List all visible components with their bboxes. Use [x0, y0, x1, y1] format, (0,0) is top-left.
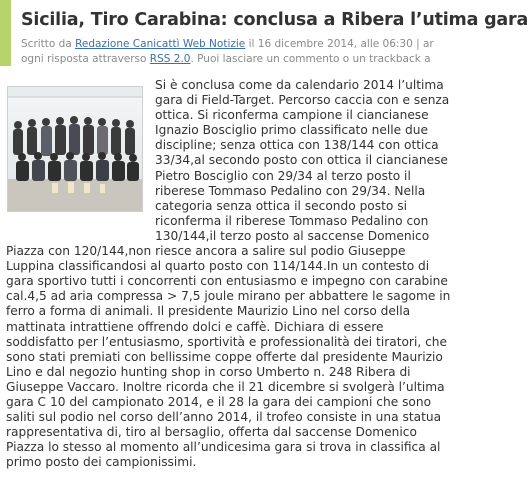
meta-line2-suffix: . Puoi lasciare un commento o un trackback a — [190, 53, 431, 65]
rss-link[interactable]: RSS 2.0 — [149, 53, 191, 65]
meta-date: il 16 dicembre 2014, alle 06:30 | ar — [245, 38, 434, 50]
article-title[interactable]: Sicilia, Tiro Carabina: conclusa a Ribera l’utima gara — [21, 10, 528, 30]
article-meta — [21, 37, 461, 67]
meta-line-2 — [21, 52, 461, 67]
meta-line2-prefix: ogni risposta attraverso — [21, 53, 150, 65]
photo-float-spacer — [6, 78, 155, 234]
meta-line-1 — [21, 37, 461, 52]
article-body-text: Si è conclusa come da calendario 2014 l’ultima gara di Field-Target. Percorso caccia con e senza ottica. Si riconferma campione il ciancianese Ignazio Bosciglio primo classificato nelle due discipline; senza ottica con 138/144 con ottica 33/34,al secondo posto con ottica il ciancianese Pietro Bosciglio con 29/34 al terzo posto il riberese Tommaso Pedalino con 29/34. Nella categoria senza ottica il secondo posto si riconferma il riberese Tommaso Pedalino con 130/144,il terzo posto al saccense Domenico Piazza con 120/144,non riesce ancora a salire sul podio Giuseppe Luppina classificandosi al quarto posto con 114/144.In un contesto di gara sportivo tutti i concorrenti con entusiasmo e impegno con carabine cal.4,5 ad aria compressa > 7,5 joule mirano per abbattere le sagome in ferro a forma di animali. Il presidente Maurizio Lino nel corso della mattinata intrattiene offrendo dolci e caffè. Dichiara di essere soddisfatto per l’entusiasmo, sportività e professionalità dei tiratori, che sono stati premiati con bellissime coppe offerte dal presidente Maurizio Lino e dal negozio hunting shop in corso Umberto n. 248 Ribera di Giuseppe Vaccaro. Inoltre ricorda che il 21 dicembre si svolgerà l’ultima gara C 10 del campionato 2014, e il 28 la gara dei campioni che sono saliti sul podio nel corso dell’anno 2014, il trofeo consiste in una statua rappresentativa di, tiro al bersaglio, offerta dal saccense Domenico Piazza lo stesso al momento all’undicesima gara si trova in classifica al primo posto dei campionissimi. — [6, 78, 451, 470]
article-body — [6, 78, 454, 470]
meta-prefix: Scritto da — [21, 38, 76, 50]
title-accent-bar — [0, 0, 11, 66]
author-link[interactable]: Redazione Canicattì Web Notizie — [75, 38, 246, 50]
